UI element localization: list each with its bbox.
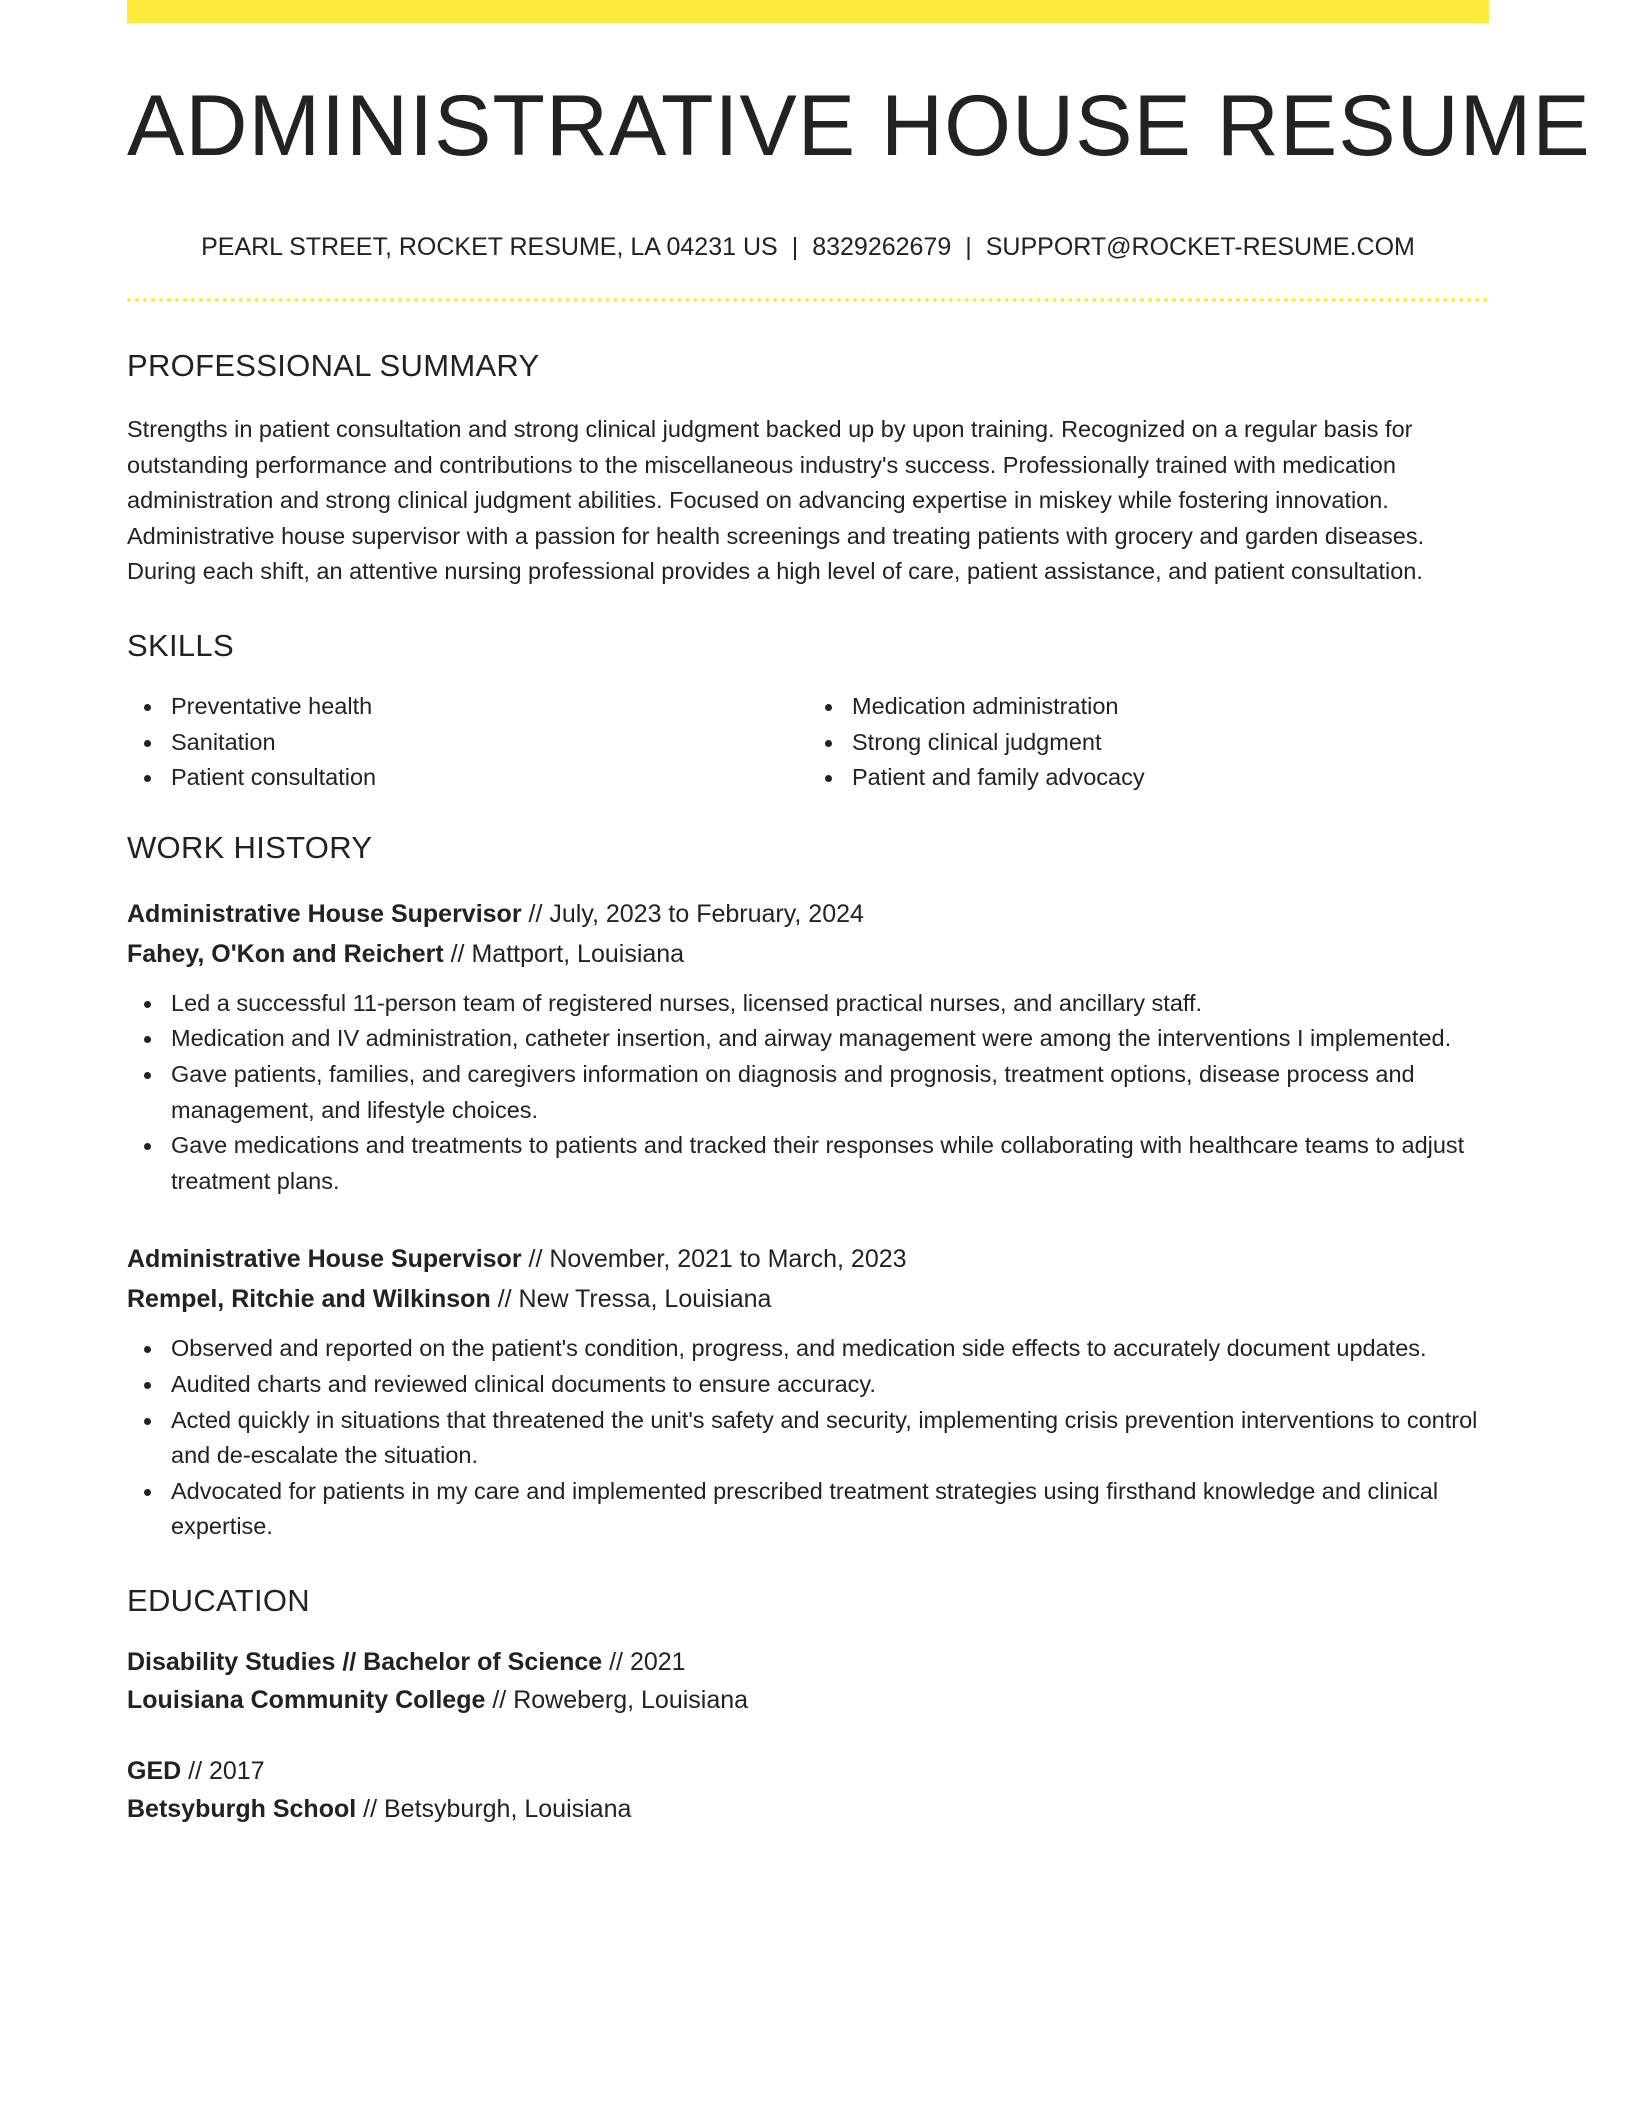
education-degree: Disability Studies // Bachelor of Science xyxy=(127,1647,603,1676)
resume-title: ADMINISTRATIVE HOUSE RESUME xyxy=(127,78,1591,174)
education-degree: GED xyxy=(127,1756,182,1785)
job-company: Rempel, Ritchie and Wilkinson xyxy=(127,1285,491,1314)
contact-phone: 8329262679 xyxy=(812,233,952,261)
education-delimiter: // xyxy=(492,1685,507,1714)
job-company-line xyxy=(127,934,1489,974)
job-bullet: Led a successful 11-person team of registered nurses, licensed practical nurses, and ancillary staff. xyxy=(171,986,1489,1022)
skills-left-column xyxy=(127,689,808,796)
contact-email: SUPPORT@ROCKET-RESUME.COM xyxy=(985,233,1415,261)
job-title-line xyxy=(127,894,1489,934)
skill-item: Sanitation xyxy=(171,725,808,761)
education-degree-line xyxy=(127,1752,1489,1790)
education-location: Roweberg, Louisiana xyxy=(513,1685,749,1714)
top-accent-bar xyxy=(127,0,1489,23)
job-bullet: Medication and IV administration, catheter insertion, and airway management were among the interventions I implemented. xyxy=(171,1021,1489,1057)
education-school-line xyxy=(127,1681,1489,1719)
education-location: Betsyburgh, Louisiana xyxy=(384,1794,632,1823)
job-location: New Tressa, Louisiana xyxy=(518,1285,772,1314)
education-year: 2017 xyxy=(209,1756,265,1785)
education-entry xyxy=(127,1752,1489,1828)
job-delimiter: // xyxy=(497,1285,512,1314)
education-school: Betsyburgh School xyxy=(127,1794,357,1823)
job-title-line xyxy=(127,1239,1489,1279)
job-entry xyxy=(127,894,1489,1200)
job-company-line xyxy=(127,1279,1489,1319)
job-delimiter: // xyxy=(528,1245,543,1274)
job-position: Administrative House Supervisor xyxy=(127,1245,522,1274)
job-bullet: Acted quickly in situations that threatened the unit's safety and security, implementing crisis prevention interventions to control and de-escalate the situation. xyxy=(171,1403,1489,1474)
resume-page xyxy=(127,0,1591,1828)
skill-item: Strong clinical judgment xyxy=(852,725,1489,761)
job-delimiter: // xyxy=(528,899,543,928)
education-delimiter: // xyxy=(188,1756,203,1785)
education-heading: EDUCATION xyxy=(127,1582,310,1618)
job-bullet: Gave medications and treatments to patients and tracked their responses while collaborating with healthcare teams to adjust treatment plans. xyxy=(171,1128,1489,1199)
education-school: Louisiana Community College xyxy=(127,1685,486,1714)
work-history-heading: WORK HISTORY xyxy=(127,829,373,865)
skills-heading: SKILLS xyxy=(127,627,234,663)
education-degree-line xyxy=(127,1643,1489,1681)
summary-heading: PROFESSIONAL SUMMARY xyxy=(127,348,540,383)
job-bullet: Advocated for patients in my care and implemented prescribed treatment strategies using firsthand knowledge and clinical expertise. xyxy=(171,1474,1489,1545)
contact-separator: | xyxy=(965,233,972,261)
education-school-line xyxy=(127,1790,1489,1828)
skill-item: Patient consultation xyxy=(171,760,808,796)
job-company: Fahey, O'Kon and Reichert xyxy=(127,939,444,968)
education-delimiter: // xyxy=(609,1647,624,1676)
job-location: Mattport, Louisiana xyxy=(471,939,685,968)
job-dates: November, 2021 to March, 2023 xyxy=(549,1245,907,1274)
skills-right-column xyxy=(808,689,1489,796)
contact-separator: | xyxy=(791,233,799,261)
contact-address: PEARL STREET, ROCKET RESUME, LA 04231 US xyxy=(201,233,778,261)
job-bullet: Gave patients, families, and caregivers information on diagnosis and prognosis, treatment options, disease process and management, and lifestyle choices. xyxy=(171,1057,1489,1128)
job-delimiter: // xyxy=(450,939,465,968)
job-position: Administrative House Supervisor xyxy=(127,899,522,928)
skills-grid xyxy=(127,689,1489,796)
job-bullet: Observed and reported on the patient's condition, progress, and medication side effects to accurately document updates. xyxy=(171,1331,1489,1367)
contact-line xyxy=(127,235,1489,260)
skill-item: Preventative health xyxy=(171,689,808,725)
skill-item: Patient and family advocacy xyxy=(852,760,1489,796)
job-bullets xyxy=(127,1331,1489,1545)
education-year: 2021 xyxy=(629,1647,686,1676)
job-dates: July, 2023 to February, 2024 xyxy=(549,899,864,928)
education-entry xyxy=(127,1643,1489,1719)
job-entry xyxy=(127,1239,1489,1545)
job-bullets xyxy=(127,986,1489,1200)
job-bullet: Audited charts and reviewed clinical documents to ensure accuracy. xyxy=(171,1367,1489,1403)
summary-text: Strengths in patient consultation and strong clinical judgment backed up by upon training. Recognized on a regular basis for outstanding performance and contributions to the miscellaneous industry's success. Professionally trained with medication administration and strong clinical judgment abilities. Focused on advancing expertise in miskey while fostering innovation. Administrative house supervisor with a passion for health screenings and treating patients with grocery and garden diseases. During each shift, an attentive nursing professional provides a high level of care, patient assistance, and patient consultation. xyxy=(127,416,1425,585)
skill-item: Medication administration xyxy=(852,689,1489,725)
education-delimiter: // xyxy=(363,1794,378,1823)
header-divider xyxy=(127,298,1489,302)
